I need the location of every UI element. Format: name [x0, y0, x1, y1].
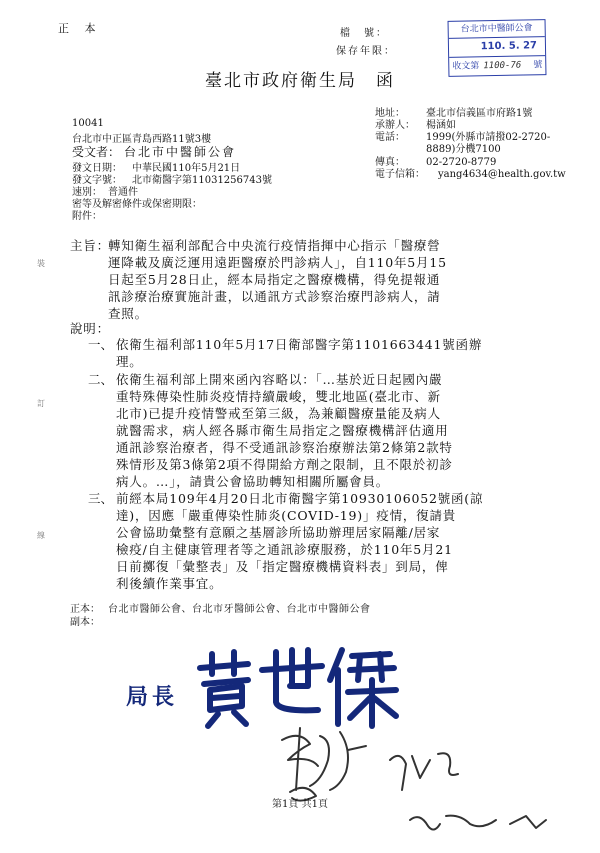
speed-label: 速別： [72, 187, 102, 198]
explanation-item-1 [116, 336, 548, 370]
subject-line: 轉知衛生福利部配合中央流行疫情指揮中心指示「醫療營 [108, 238, 441, 253]
file-number-label: 檔 號： [340, 28, 388, 39]
stamp-receipt-number: 1100-76 [483, 60, 522, 72]
item-line: 利後續作業事宜。 [116, 576, 223, 591]
subject-label: 主旨： [70, 238, 110, 253]
dispatch-date: 中華民國110年5月21日 [132, 163, 241, 174]
director-label: 局長 [126, 685, 179, 710]
doc-number: 北市衛醫字第11031256743號 [132, 175, 272, 186]
fax-number: 02-2720-8779 [426, 157, 497, 168]
item-line: 通訊診察治療者，得不受通訊診察治療辦法第2條第2款特 [116, 440, 453, 455]
recipient-name: 台北市中醫師公會 [124, 145, 237, 159]
phone-line-2: 8889)分機7100 [426, 144, 501, 155]
explanation-label: 說明： [70, 321, 110, 336]
handler-label: 承辦人： [375, 120, 415, 131]
secrecy-label: 密等及解密條件或保密期限： [72, 199, 202, 210]
handler-name: 楊涵如 [426, 120, 456, 131]
director-signature [190, 640, 400, 730]
handwriting-drawing [270, 720, 600, 849]
stamp-date: 110. 5. 27 [449, 37, 545, 58]
stamp-org: 台北市中醫師公會 [449, 20, 545, 39]
sender-address: 臺北市信義區市府路1號 [426, 108, 533, 119]
document-title: 臺北市政府衛生局 函 [205, 71, 395, 91]
item-line: 依衛生福利部上開來函內容略以：「…基於近日起國內嚴 [116, 372, 443, 387]
email-address[interactable]: yang4634@health.gov.tw [438, 169, 566, 180]
email-label: 電子信箱： [375, 169, 425, 180]
copy-type-label: 正 本 [58, 22, 102, 35]
page-number: 第1頁 共1頁 [272, 799, 328, 810]
item-number: 二、 [88, 372, 114, 387]
recipient-zip: 10041 [72, 118, 104, 129]
item-line: 殊情形及第3條第2項不得開給方劑之限制，且不限於初診 [116, 457, 453, 472]
binding-mark: 裝 [37, 259, 45, 268]
phone-line-1: 1999(外縣市請撥02-2720- [426, 132, 551, 143]
binding-mark: 訂 [37, 399, 45, 408]
subject-line: 訊診療治療實施計畫，以通訊方式診察治療門診病人，請 [108, 289, 441, 304]
subject-line: 日起至5月28日止，經本局指定之醫療機構，得免提報通 [108, 272, 441, 287]
subject-text [108, 237, 540, 322]
phone-label: 電話： [375, 132, 405, 143]
stamp-suffix: 號 [533, 60, 543, 71]
stamp-receipt-label: 收文第 [452, 61, 480, 72]
item-line: 病人。…」，請貴公會協助轉知相關所屬會員。 [116, 474, 390, 489]
item-line: 前經本局109年4月20日北市衛醫字第10930106052號函(諒 [116, 491, 484, 506]
item-line: 依衛生福利部110年5月17日衛部醫字第1101663441號函辦 [116, 337, 483, 352]
item-number: 一、 [88, 337, 114, 352]
item-line: 北市)已提升疫情警戒至第三級，為兼顧醫療量能及病人 [116, 406, 441, 421]
item-line: 重特殊傳染性肺炎疫情持續嚴峻，雙北地區(臺北市、新 [116, 389, 441, 404]
item-line: 達)，因應「嚴重傳染性肺炎(COVID-19)」疫情，復請貴 [116, 508, 457, 523]
recipient-address: 台北市中正區青島西路11號3樓 [72, 134, 212, 145]
binding-mark: 線 [37, 531, 45, 540]
cc-label: 正本： [70, 604, 100, 615]
fax-label: 傳真： [375, 157, 405, 168]
sender-address-label: 地址： [375, 108, 405, 119]
item-line: 就醫需求，病人經各縣市衛生局指定之醫療機構評估適用 [116, 423, 449, 438]
item-line: 檢疫/自主健康管理者等之通訊診療服務，於110年5月21 [116, 542, 453, 557]
date-label: 發文日期： [72, 163, 122, 174]
explanation-item-2 [116, 371, 548, 490]
attachment-label: 附件： [72, 211, 102, 222]
cc-recipients: 台北市醫師公會、台北市牙醫師公會、台北市中醫師公會 [108, 604, 371, 615]
recipient-label: 受文者： [72, 145, 121, 159]
item-line: 理。 [116, 354, 143, 369]
item-line: 日前擲復「彙整表」及「指定醫療機構資料表」到局，俾 [116, 559, 449, 574]
item-line: 公會協助彙整有意願之基層診所協助辦理居家隔離/居家 [116, 525, 441, 540]
subject-line: 運降載及廣泛運用遠距醫療於門診病人」，自110年5月15 [108, 255, 447, 270]
copy-label: 副本： [70, 617, 100, 628]
signature-drawing [190, 640, 400, 730]
speed-value: 普通件 [108, 187, 138, 198]
subject-line: 查照。 [108, 306, 148, 321]
handwritten-initials [270, 720, 600, 849]
item-number: 三、 [88, 491, 114, 506]
explanation-item-3 [116, 490, 548, 592]
retention-period-label: 保存年限： [336, 46, 396, 57]
doc-number-label: 發文字號： [72, 175, 122, 186]
